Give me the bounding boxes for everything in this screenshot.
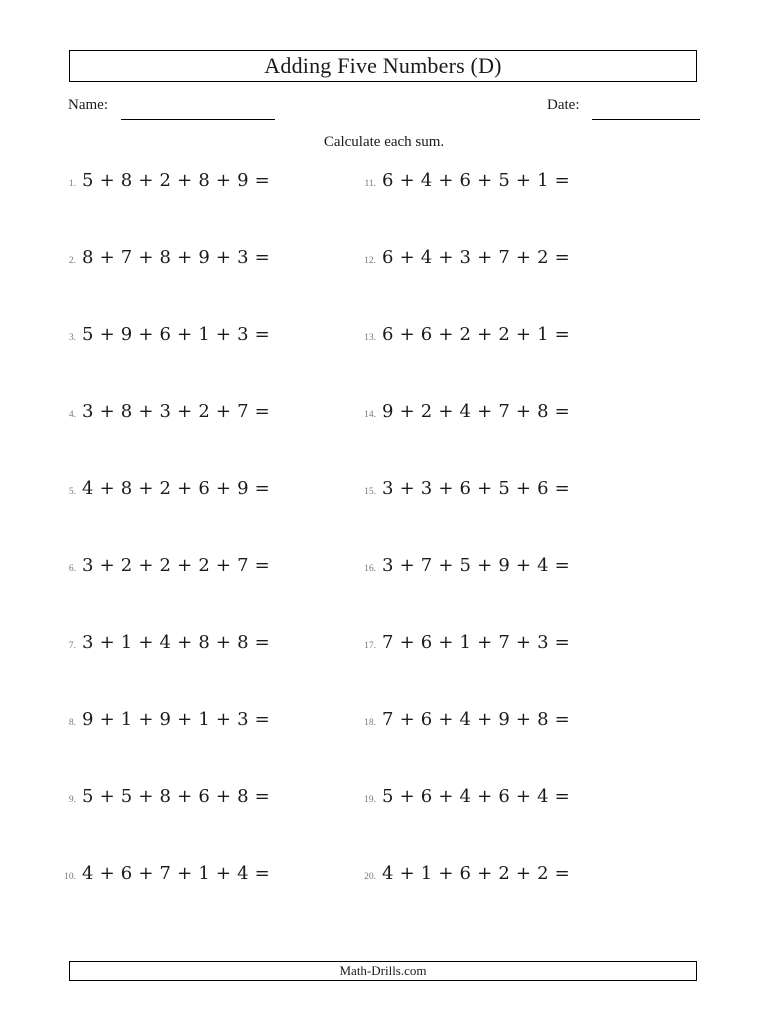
problem-expression: 7 + 6 + 4 + 9 + 8 = <box>382 709 570 730</box>
title-text: Adding Five Numbers (D) <box>264 53 502 78</box>
name-line[interactable] <box>121 119 275 120</box>
problem-item <box>352 170 570 194</box>
problem-number: 20. <box>364 872 376 882</box>
problem-expression: 5 + 8 + 2 + 8 + 9 = <box>82 170 270 191</box>
problem-expression: 3 + 1 + 4 + 8 + 8 = <box>82 632 270 653</box>
problem-expression: 4 + 1 + 6 + 2 + 2 = <box>382 863 570 884</box>
problem-item <box>52 170 270 194</box>
problem-number: 5. <box>68 487 76 497</box>
problem-item <box>52 555 270 579</box>
problem-number: 3. <box>68 333 76 343</box>
problem-expression: 8 + 7 + 8 + 9 + 3 = <box>82 247 270 268</box>
problem-number: 1. <box>68 179 76 189</box>
problem-expression: 4 + 6 + 7 + 1 + 4 = <box>82 863 270 884</box>
problem-expression: 7 + 6 + 1 + 7 + 3 = <box>382 632 570 653</box>
problem-expression: 6 + 4 + 3 + 7 + 2 = <box>382 247 570 268</box>
problem-expression: 9 + 1 + 9 + 1 + 3 = <box>82 709 270 730</box>
problem-item <box>352 632 570 656</box>
problem-item <box>52 632 270 656</box>
date-line[interactable] <box>592 119 700 120</box>
problem-number: 6. <box>68 564 76 574</box>
problem-number: 2. <box>68 256 76 266</box>
problem-item <box>52 324 270 348</box>
footer-text: Math-Drills.com <box>339 963 427 978</box>
problem-expression: 3 + 7 + 5 + 9 + 4 = <box>382 555 570 576</box>
worksheet-title <box>69 50 697 82</box>
problem-expression: 3 + 8 + 3 + 2 + 7 = <box>82 401 270 422</box>
problem-number: 10. <box>64 872 76 882</box>
problem-number: 19. <box>364 795 376 805</box>
problem-item <box>352 401 570 425</box>
problem-number: 7. <box>68 641 76 651</box>
problem-number: 12. <box>364 256 376 266</box>
problem-number: 9. <box>68 795 76 805</box>
problem-expression: 3 + 3 + 6 + 5 + 6 = <box>382 478 570 499</box>
problem-number: 4. <box>68 410 76 420</box>
problem-number: 13. <box>364 333 376 343</box>
problem-expression: 9 + 2 + 4 + 7 + 8 = <box>382 401 570 422</box>
problem-number: 14. <box>364 410 376 420</box>
problem-number: 15. <box>364 487 376 497</box>
problem-number: 8. <box>68 718 76 728</box>
name-label: Name: <box>68 97 108 113</box>
problem-item <box>52 401 270 425</box>
problem-expression: 4 + 8 + 2 + 6 + 9 = <box>82 478 270 499</box>
problem-number: 17. <box>364 641 376 651</box>
problem-number: 18. <box>364 718 376 728</box>
problem-item <box>352 478 570 502</box>
problem-expression: 5 + 9 + 6 + 1 + 3 = <box>82 324 270 345</box>
problem-expression: 6 + 6 + 2 + 2 + 1 = <box>382 324 570 345</box>
problem-number: 16. <box>364 564 376 574</box>
problem-item <box>52 709 270 733</box>
problem-expression: 5 + 5 + 8 + 6 + 8 = <box>82 786 270 807</box>
problem-expression: 6 + 4 + 6 + 5 + 1 = <box>382 170 570 191</box>
problem-expression: 3 + 2 + 2 + 2 + 7 = <box>82 555 270 576</box>
problem-item <box>52 786 270 810</box>
footer <box>69 961 697 981</box>
problem-expression: 5 + 6 + 4 + 6 + 4 = <box>382 786 570 807</box>
problem-item <box>352 786 570 810</box>
problem-item <box>352 324 570 348</box>
problem-item <box>352 247 570 271</box>
problem-item <box>52 478 270 502</box>
problem-item <box>52 247 270 271</box>
problem-item <box>352 863 570 887</box>
problem-number: 11. <box>364 179 376 189</box>
problem-item <box>352 555 570 579</box>
problem-item <box>352 709 570 733</box>
problem-item <box>52 863 270 887</box>
instructions: Calculate each sum. <box>323 134 445 150</box>
date-label: Date: <box>547 97 580 113</box>
